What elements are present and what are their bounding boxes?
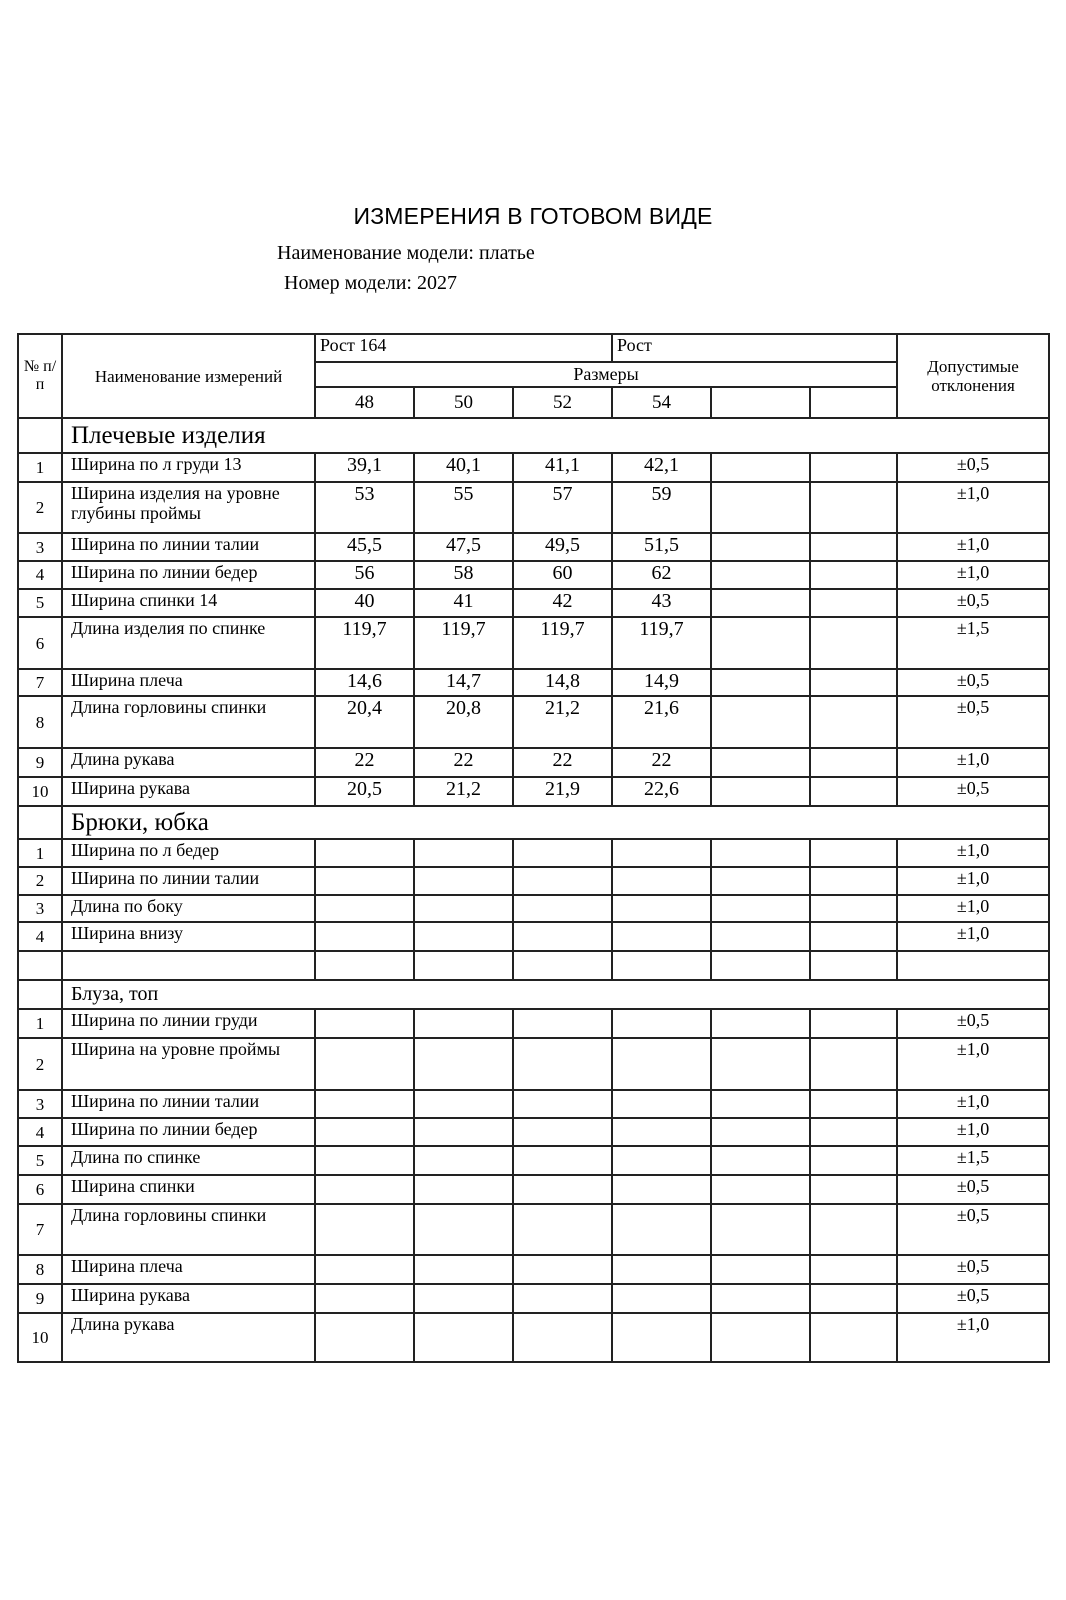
tolerance-value: ±0,5 [897,669,1049,697]
size-value [711,922,810,951]
empty-cell [810,951,897,980]
size-value [810,867,897,895]
size-value: 20,8 [414,696,513,747]
row-number: 3 [18,533,62,561]
model-number-line: Номер модели: 2027 [284,272,457,294]
header-sizes-label: Размеры [315,362,897,388]
tolerance-value: ±0,5 [897,1175,1049,1204]
size-value [711,696,810,747]
size-value [810,1146,897,1175]
size-value [414,1255,513,1284]
table-row [18,895,1049,923]
table-row [18,696,1049,747]
section-number-cell [18,980,62,1009]
size-value: 49,5 [513,533,612,561]
tolerance-value: ±1,0 [897,1118,1049,1146]
empty-cell [612,951,711,980]
size-value: 60 [513,561,612,589]
size-value [612,895,711,923]
header-size-cell: 50 [414,387,513,418]
tolerance-value: ±1,0 [897,1313,1049,1362]
size-value [513,1255,612,1284]
header-deviation: Допустимые отклонения [897,334,1049,418]
row-number: 2 [18,482,62,533]
tolerance-value: ±0,5 [897,1204,1049,1255]
size-value: 57 [513,482,612,533]
size-value: 20,4 [315,696,414,747]
tolerance-value: ±0,5 [897,1009,1049,1039]
size-value [711,867,810,895]
tolerance-value: ±1,0 [897,895,1049,923]
size-value [414,1313,513,1362]
size-value [810,589,897,618]
table-row [18,669,1049,697]
size-value [810,895,897,923]
size-value [711,589,810,618]
row-number: 4 [18,922,62,951]
size-value: 45,5 [315,533,414,561]
size-value [810,1313,897,1362]
size-value [810,1009,897,1039]
size-value [513,1090,612,1119]
size-value: 14,6 [315,669,414,697]
tolerance-value: ±1,0 [897,561,1049,589]
measurement-name: Ширина на уровне проймы [62,1038,315,1089]
size-value [711,777,810,807]
tolerance-value: ±0,5 [897,1255,1049,1284]
empty-cell [711,951,810,980]
size-value [315,1255,414,1284]
measurement-name: Длина рукава [62,1313,315,1362]
measurement-name: Длина изделия по спинке [62,617,315,668]
size-value [810,482,897,533]
table-row [18,1038,1049,1089]
measurement-name: Ширина внизу [62,922,315,951]
tolerance-value: ±0,5 [897,589,1049,618]
header-number: № п/ п [18,334,62,418]
size-value [810,453,897,482]
size-value: 14,7 [414,669,513,697]
size-value [513,1284,612,1313]
measurement-name: Длина по боку [62,895,315,923]
size-value [612,1284,711,1313]
size-value [513,1313,612,1362]
measurement-name: Ширина по линии талии [62,1090,315,1119]
size-value [315,922,414,951]
size-value [513,1009,612,1039]
size-value [315,1175,414,1204]
header-height-empty: Рост [612,334,897,362]
size-value: 119,7 [414,617,513,668]
tolerance-value: ±0,5 [897,777,1049,807]
size-value: 47,5 [414,533,513,561]
header-size-cell [810,387,897,418]
table-row [18,1284,1049,1313]
size-value: 56 [315,561,414,589]
size-value [513,867,612,895]
section-title: Блуза, топ [62,980,1049,1009]
measurement-name: Ширина по линии талии [62,533,315,561]
table-row [18,922,1049,951]
size-value [612,1118,711,1146]
size-value [414,1038,513,1089]
size-value [711,748,810,777]
size-value [315,895,414,923]
size-value [315,867,414,895]
size-value [513,1175,612,1204]
tolerance-value: ±1,0 [897,867,1049,895]
size-value [810,1204,897,1255]
size-value: 22 [513,748,612,777]
table-row [18,617,1049,668]
tolerance-value: ±0,5 [897,453,1049,482]
size-value [315,1146,414,1175]
measurement-name: Ширина по л бедер [62,839,315,867]
size-value: 58 [414,561,513,589]
size-value [414,1175,513,1204]
size-value: 14,8 [513,669,612,697]
size-value: 21,2 [414,777,513,807]
row-number: 2 [18,1038,62,1089]
empty-cell [315,951,414,980]
table-row [18,1175,1049,1204]
size-value [810,1175,897,1204]
size-value [513,839,612,867]
size-value [513,1038,612,1089]
section-row [18,806,1049,839]
size-value: 41,1 [513,453,612,482]
size-value [810,696,897,747]
size-value [414,1009,513,1039]
size-value [810,1118,897,1146]
measurement-name: Длина горловины спинки [62,1204,315,1255]
tolerance-value: ±1,0 [897,482,1049,533]
size-value: 42,1 [612,453,711,482]
tolerance-value: ±1,0 [897,748,1049,777]
size-value [612,1255,711,1284]
size-value [810,922,897,951]
measurement-name: Ширина по линии бедер [62,1118,315,1146]
size-value [315,1204,414,1255]
size-value [612,1038,711,1089]
size-value [612,1146,711,1175]
size-value [612,1313,711,1362]
header-size-cell: 52 [513,387,612,418]
tolerance-value: ±0,5 [897,1284,1049,1313]
size-value [711,561,810,589]
size-value: 119,7 [315,617,414,668]
size-value: 22,6 [612,777,711,807]
row-number: 9 [18,1284,62,1313]
tolerance-value: ±1,5 [897,617,1049,668]
size-value: 53 [315,482,414,533]
row-number: 8 [18,696,62,747]
tolerance-value: ±1,0 [897,922,1049,951]
size-value [810,669,897,697]
size-value [414,1284,513,1313]
size-value [711,482,810,533]
table-row [18,748,1049,777]
measurement-name: Ширина по линии бедер [62,561,315,589]
size-value [711,453,810,482]
section-row [18,418,1049,453]
measurement-name: Длина рукава [62,748,315,777]
row-number: 1 [18,453,62,482]
document-title: ИЗМЕРЕНИЯ В ГОТОВОМ ВИДЕ [353,203,713,229]
size-value: 51,5 [612,533,711,561]
size-value [612,922,711,951]
size-value [711,1090,810,1119]
table-row [18,1204,1049,1255]
row-number: 7 [18,669,62,697]
size-value [414,1090,513,1119]
size-value [612,1204,711,1255]
size-value [711,1255,810,1284]
size-value [513,1204,612,1255]
row-number: 10 [18,1313,62,1362]
tolerance-value: ±1,0 [897,533,1049,561]
row-number: 3 [18,895,62,923]
size-value: 43 [612,589,711,618]
size-value [711,895,810,923]
size-value [711,1204,810,1255]
size-value [711,1038,810,1089]
row-number: 1 [18,1009,62,1039]
size-value [810,561,897,589]
size-value [711,1313,810,1362]
table-row [18,1313,1049,1362]
row-number: 5 [18,589,62,618]
row-number: 2 [18,867,62,895]
size-value [810,617,897,668]
size-value: 59 [612,482,711,533]
size-value: 119,7 [513,617,612,668]
size-value: 22 [414,748,513,777]
measurement-name: Ширина по л груди 13 [62,453,315,482]
size-value [810,533,897,561]
size-value [414,922,513,951]
tolerance-value: ±0,5 [897,696,1049,747]
size-value [810,748,897,777]
empty-cell [513,951,612,980]
size-value [612,1175,711,1204]
size-value [810,777,897,807]
size-value: 40 [315,589,414,618]
size-value [315,839,414,867]
size-value: 42 [513,589,612,618]
size-value [414,895,513,923]
measurement-name: Ширина спинки 14 [62,589,315,618]
size-value [612,1009,711,1039]
header-measurement-name: Наименование измерений [62,334,315,418]
size-value [810,1038,897,1089]
size-value [810,839,897,867]
size-value [711,1009,810,1039]
measurement-name: Ширина изделия на уровне глубины проймы [62,482,315,533]
row-number: 9 [18,748,62,777]
row-number: 8 [18,1255,62,1284]
empty-cell [897,951,1049,980]
size-value: 14,9 [612,669,711,697]
size-value [810,1090,897,1119]
table-row [18,1146,1049,1175]
table-row [18,1118,1049,1146]
size-value [315,1313,414,1362]
size-value: 62 [612,561,711,589]
empty-cell [18,951,62,980]
section-title: Плечевые изделия [62,418,1049,453]
size-value [612,839,711,867]
size-value [711,1146,810,1175]
size-value: 55 [414,482,513,533]
size-value [315,1284,414,1313]
header-size-cell: 48 [315,387,414,418]
size-value: 22 [612,748,711,777]
size-value [414,867,513,895]
measurement-name: Ширина рукава [62,1284,315,1313]
size-value [711,669,810,697]
size-value [414,839,513,867]
measurement-name: Ширина спинки [62,1175,315,1204]
size-value [513,895,612,923]
size-value [711,839,810,867]
spacer-row [18,951,1049,980]
measurements-table [17,333,1050,1363]
size-value: 119,7 [612,617,711,668]
size-value: 22 [315,748,414,777]
row-number: 6 [18,1175,62,1204]
size-value [513,1146,612,1175]
row-number: 7 [18,1204,62,1255]
table-row [18,453,1049,482]
table-row [18,1090,1049,1119]
measurement-name: Ширина по линии груди [62,1009,315,1039]
table-row [18,867,1049,895]
size-value [810,1284,897,1313]
size-value [810,1255,897,1284]
size-value [414,1204,513,1255]
tolerance-value: ±1,0 [897,1090,1049,1119]
size-value [414,1146,513,1175]
size-value: 20,5 [315,777,414,807]
table-row [18,482,1049,533]
size-value [513,1118,612,1146]
section-number-cell [18,806,62,839]
measurement-name: Длина горловины спинки [62,696,315,747]
table-row [18,1255,1049,1284]
model-name-line: Наименование модели: платье [277,242,535,264]
size-value [513,922,612,951]
tolerance-value: ±1,5 [897,1146,1049,1175]
size-value: 21,6 [612,696,711,747]
measurement-name: Длина по спинке [62,1146,315,1175]
measurement-name: Ширина рукава [62,777,315,807]
measurement-name: Ширина плеча [62,1255,315,1284]
tolerance-value: ±1,0 [897,1038,1049,1089]
size-value: 40,1 [414,453,513,482]
size-value: 21,2 [513,696,612,747]
row-number: 4 [18,1118,62,1146]
header-row-height [18,334,1049,362]
size-value [711,617,810,668]
header-size-cell: 54 [612,387,711,418]
size-value: 21,9 [513,777,612,807]
empty-cell [62,951,315,980]
table-row [18,1009,1049,1039]
row-number: 6 [18,617,62,668]
section-number-cell [18,418,62,453]
size-value [711,1284,810,1313]
size-value [315,1009,414,1039]
size-value [612,1090,711,1119]
row-number: 5 [18,1146,62,1175]
empty-cell [414,951,513,980]
table-row [18,533,1049,561]
row-number: 1 [18,839,62,867]
size-value: 39,1 [315,453,414,482]
size-value [315,1090,414,1119]
measurement-name: Ширина по линии талии [62,867,315,895]
measurement-name: Ширина плеча [62,669,315,697]
size-value [711,1118,810,1146]
row-number: 4 [18,561,62,589]
tolerance-value: ±1,0 [897,839,1049,867]
size-value [612,867,711,895]
size-value [711,1175,810,1204]
table-row [18,561,1049,589]
row-number: 10 [18,777,62,807]
size-value: 41 [414,589,513,618]
row-number: 3 [18,1090,62,1119]
table-row [18,839,1049,867]
size-value [315,1118,414,1146]
section-row [18,980,1049,1009]
table-row [18,777,1049,807]
header-size-cell [711,387,810,418]
section-title: Брюки, юбка [62,806,1049,839]
size-value [315,1038,414,1089]
header-height-164: Рост 164 [315,334,612,362]
size-value [414,1118,513,1146]
size-value [711,533,810,561]
table-row [18,589,1049,618]
